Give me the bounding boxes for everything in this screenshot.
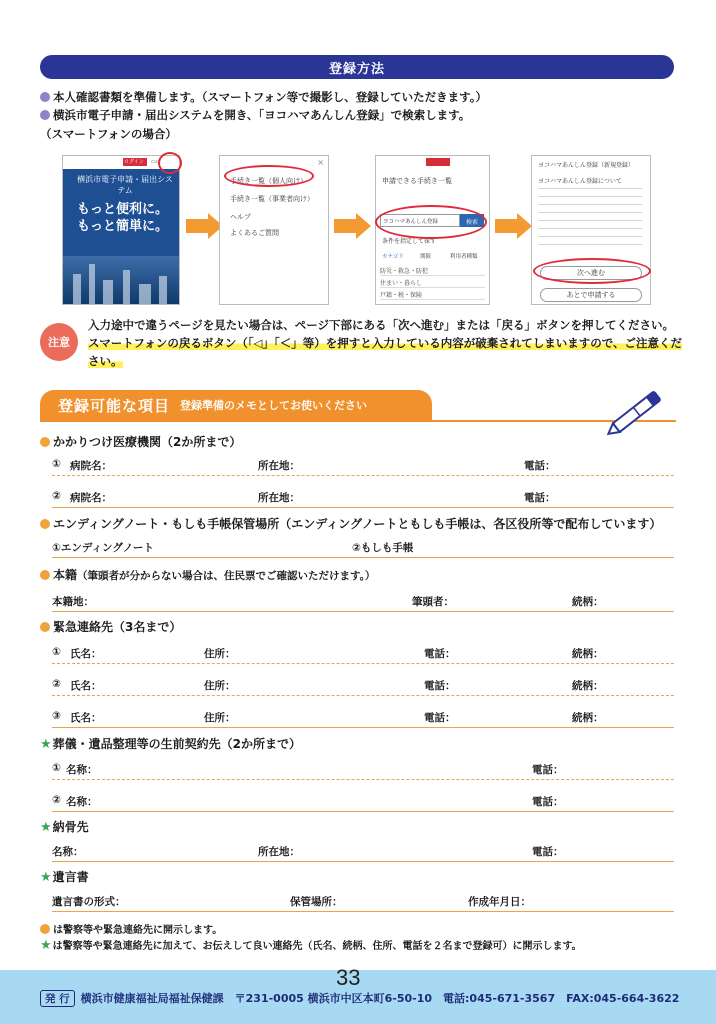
smartphone-label: （スマートフォンの場合） xyxy=(40,127,177,141)
phone-screenshot-menu: × 手続き一覧（個人向け） 手続き一覧（事業者向け） ヘルプ よくあるご質問 xyxy=(219,155,329,305)
ending-note-row: ①エンディングノート ②もしも手帳 xyxy=(52,534,674,558)
page-top-margin xyxy=(0,0,716,30)
green-star-icon: ★ xyxy=(40,737,52,752)
publisher-badge: 発 行 xyxy=(40,990,75,1007)
honseki-heading: 本籍（筆頭者が分からない場合は、住民票でご確認いただけます。） xyxy=(40,566,375,583)
section-header: 登録可能な項目 登録準備のメモとしてお使いください xyxy=(40,390,432,420)
green-star-icon: ★ xyxy=(40,820,52,835)
funeral-row-1: ① 名称： 電話： xyxy=(52,756,674,780)
medical-row-1: ① 病院名： 所在地： 電話： xyxy=(52,452,674,476)
bullet-dot-icon xyxy=(40,110,50,120)
intro-line-1: 本人確認書類を準備します。（スマートフォン等で撮影し、登録していただきます。） xyxy=(40,89,487,105)
medical-heading: かかりつけ医療機関（2か所まで） xyxy=(40,433,241,450)
will-heading: ★遺言書 xyxy=(40,870,89,885)
emergency-contact-heading: 緊急連絡先（3名まで） xyxy=(40,618,181,635)
medical-row-2: ② 病院名： 所在地： 電話： xyxy=(52,484,674,508)
phone-screenshot-home: ログイン ▭▭ 横浜市電子申請・届出システム もっと便利に。 もっと簡単に。 xyxy=(62,155,180,305)
green-star-icon: ★ xyxy=(40,938,52,953)
green-star-icon: ★ xyxy=(40,870,52,885)
intro-line-2: 横浜市電子申請・届出システムを開き、「ヨコハマあんしん登録」で検索します。 xyxy=(40,107,470,123)
footnote-orange: は警察等や緊急連絡先に開示します。 xyxy=(40,921,222,936)
notice-text: 入力途中で違うページを見たい場合は、ページ下部にある「次へ進む」または「戻る」ボタンを押してください。スマートフォンの戻るボタン（「◁」「＜」等）を押すと入力している内容が破棄されてしまいますので、ご注意ください。 xyxy=(88,318,682,368)
ending-note-heading: エンディングノート・もしも手帳保管場所（エンディングノートともしも手帳は、各区役所等で配布しています） xyxy=(40,515,661,532)
page-number: 33 xyxy=(336,965,361,990)
bullet-dot-icon xyxy=(40,92,50,102)
highlight-next-button-oval xyxy=(533,258,651,284)
orange-dot-icon xyxy=(40,924,50,934)
city-skyline-image xyxy=(63,256,180,304)
emergency-row-2: ② 氏名： 住所： 電話： 続柄： xyxy=(52,672,674,696)
honseki-row: 本籍地： 筆頭者： 続柄： xyxy=(52,588,674,612)
highlight-procedure-list-oval xyxy=(224,165,314,187)
highlight-menu-oval xyxy=(158,152,182,174)
phone-screenshot-search: 申請できる手続き一覧 ヨコハマあんしん登録 検索 条件を指定して探す カテゴリ 期限 利用者種類 防災・救急・防犯 住まい・暮らし 戸籍・税・保険 xyxy=(375,155,490,305)
orange-dot-icon xyxy=(40,437,50,447)
page-title: 登録方法 xyxy=(40,55,674,79)
highlight-search-oval xyxy=(375,205,487,239)
publisher-info: 発 行 横浜市健康福祉局福祉保健課 〒231-0005 横浜市中区本町6-50-10 電話:045-671-3567 FAX:045-664-3622 xyxy=(40,990,679,1007)
funeral-row-2: ② 名称： 電話： xyxy=(52,788,674,812)
nokotsu-row: 名称： 所在地： 電話： xyxy=(52,838,674,862)
phone-screenshot-registration: ヨコハマあんしん登録（新規登録） ヨコハマあんしん登録について 次へ進む あとで申請する xyxy=(531,155,651,305)
funeral-heading: ★葬儀・遺品整理等の生前契約先（2か所まで） xyxy=(40,737,302,752)
will-row: 遺言書の形式： 保管場所： 作成年月日： xyxy=(52,888,674,912)
nokotsu-heading: ★納骨先 xyxy=(40,820,89,835)
emergency-row-1: ① 氏名： 住所： 電話： 続柄： xyxy=(52,640,674,664)
orange-dot-icon xyxy=(40,519,50,529)
footnote-green: ★は警察等や緊急連絡先に加えて、お伝えして良い連絡先（氏名、続柄、住所、電話を２名まで登録可）に開示します。 xyxy=(40,938,582,953)
pen-icon xyxy=(606,378,676,440)
emergency-row-3: ③ 氏名： 住所： 電話： 続柄： xyxy=(52,704,674,728)
notice-badge: 注意 xyxy=(40,323,78,361)
section-divider xyxy=(40,420,676,422)
orange-dot-icon xyxy=(40,570,50,580)
orange-dot-icon xyxy=(40,622,50,632)
